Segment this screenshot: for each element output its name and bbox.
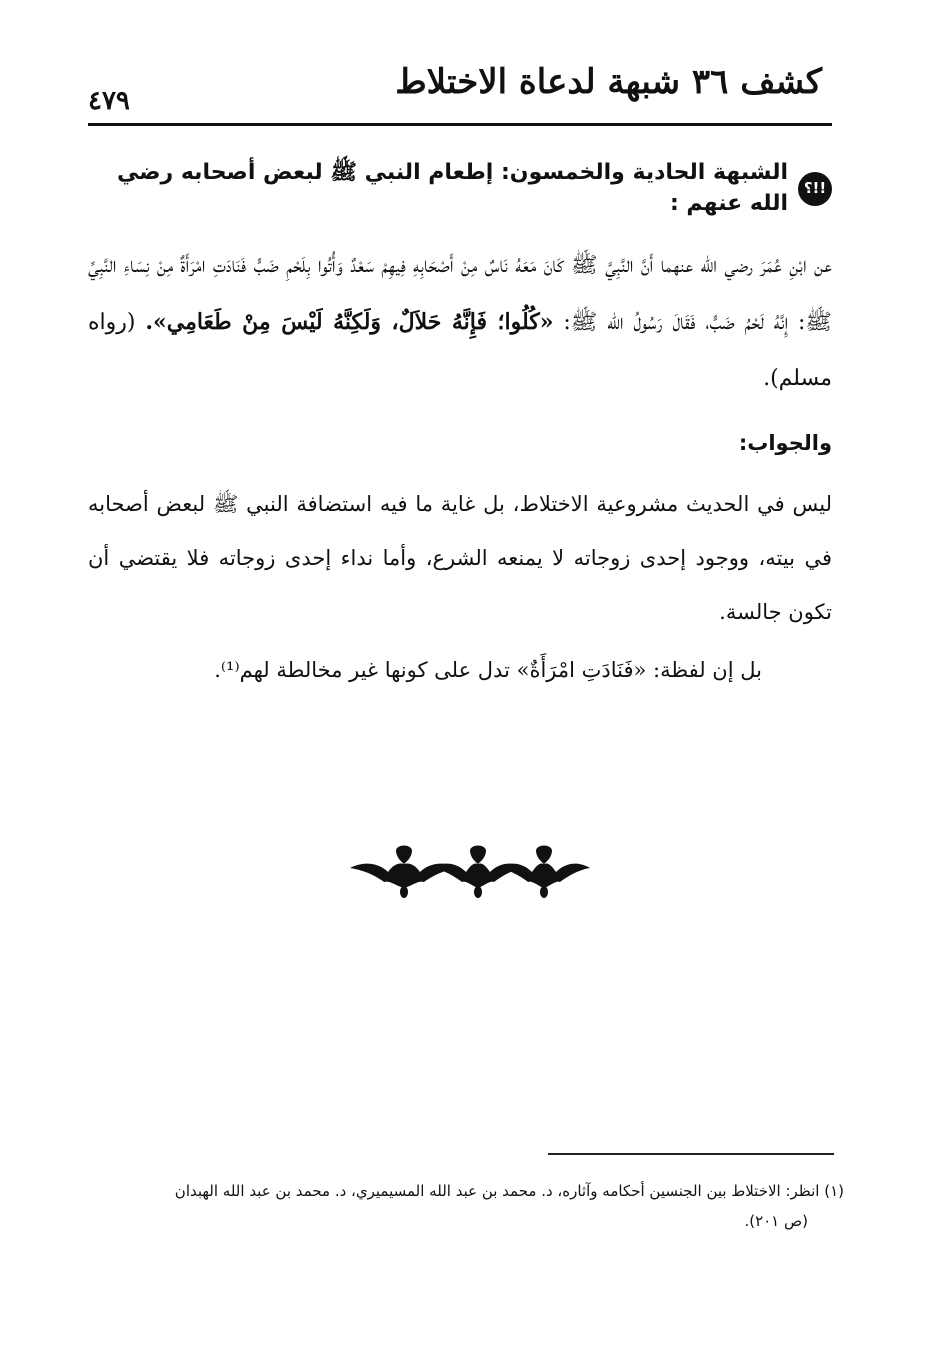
answer-paragraph: ليس في الحديث مشروعية الاختلاط، بل غاية ما فيه استضافة النبي ﷺ لبعض أصحابه في بيته، ووجود إحدى زوجاته لا يمنعه الشرع، وأما نداء إحدى زوجاته فلا يقتضي أن تكون جالسة. <box>88 491 832 624</box>
hadith-source: (رواه مسلم). <box>88 309 832 391</box>
page-number: ٤٧٩ <box>88 86 130 116</box>
book-title: كشف ٣٦ شبهة لدعاة الاختلاط <box>395 62 822 102</box>
page-header <box>88 58 832 126</box>
hadith-text <box>88 238 832 407</box>
footnote-text: (١) انظر: الاختلاط بين الجنسين أحكامه وآثاره، د. محمد بن عبد الله المسيميري، د. محمد بن عبد الله الهبدان <box>174 1182 844 1200</box>
footnote-page-ref: (ص ٢٠١). <box>744 1212 808 1230</box>
footnote <box>98 1176 844 1236</box>
answer-heading: والجواب: <box>738 430 832 455</box>
section-heading <box>88 158 832 220</box>
exclamation-badge-icon: !!؟ <box>798 172 832 206</box>
hadith-body: عن ابْنِ عُمَرَ رضي الله عنهما أَنَّ النَّبِيَّ ﷺ كَانَ مَعَهُ نَاسٌ مِنْ أَصْحَابِهِ فِيهِمْ سَعْدٌ وَأُتُوا بِلَحْمِ ضَبٍّ فَنَادَتِ امْرَأَةٌ مِنْ نِسَاءِ النَّبِيِّ ﷺ: إِنَّهُ لَحْمُ ضَبٍّ، فَقَالَ رَسُولُ الله ﷺ: <box>88 252 833 335</box>
floral-ornament-icon <box>348 840 592 900</box>
hadith-quote: «كُلُوا؛ فَإِنَّهُ حَلاَلٌ، وَلَكِنَّهُ لَيْسَ مِنْ طَعَامِي». <box>145 308 554 335</box>
footnote-divider <box>548 1153 834 1155</box>
section-title: الشبهة الحادية والخمسون: إطعام النبي ﷺ لبعض أصحابه رضي الله عنهم : <box>117 160 788 216</box>
header-divider <box>88 123 832 126</box>
answer-note: بل إن لفظة: «فَنَادَتِ امْرَأَةٌ» تدل على كونها غير مخالطة لهم⁽¹⁾. <box>214 657 762 682</box>
page-content <box>88 158 832 697</box>
